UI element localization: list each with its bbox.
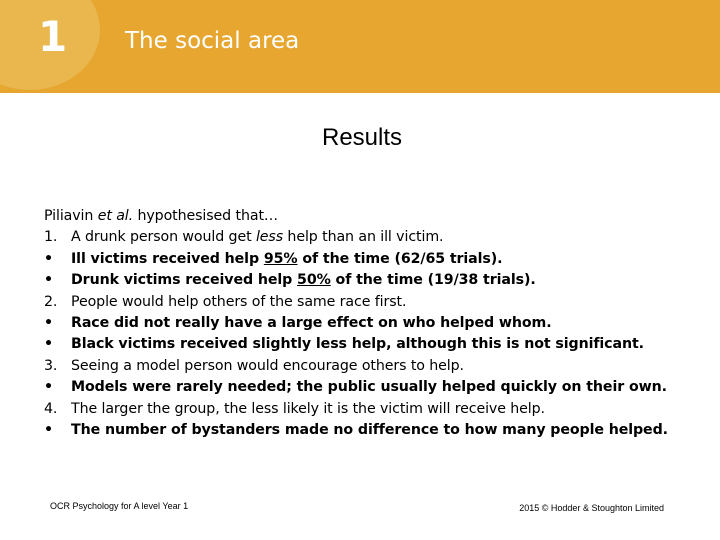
intro-prefix: Piliavin [44, 208, 98, 224]
bullet-ill-victims [44, 249, 714, 270]
bullet-race-effect [44, 313, 714, 334]
slide-header [0, 0, 720, 93]
point-3 [44, 356, 714, 377]
point-text [71, 249, 502, 270]
point-text: Race did not really have a large effect on who helped whom. [71, 315, 552, 332]
point-marker: 4. [44, 400, 58, 417]
bullet-bystanders [44, 420, 714, 441]
point-marker: 1. [44, 229, 58, 246]
point-text: Seeing a model person would encourage others to help. [71, 357, 464, 374]
bullet-drunk-victims [44, 270, 714, 291]
slide-title: Results [321, 124, 403, 151]
point-text-underline: 95% [263, 250, 298, 267]
bullet-marker: • [44, 315, 53, 332]
point-text-post: of the time (62/65 trials). [297, 250, 503, 267]
point-text-pre: Drunk victims received help [71, 272, 298, 289]
point-2 [44, 292, 714, 313]
chapter-number: 1 [38, 12, 68, 61]
point-text: People would help others of the same race first. [71, 293, 407, 310]
point-text [71, 227, 443, 248]
point-text-post: of the time (19/38 trials). [330, 272, 536, 289]
point-text-post: help than an ill victim. [283, 229, 444, 246]
intro-line [44, 206, 714, 227]
bullet-marker: • [44, 250, 53, 267]
footer-course: OCR Psychology for A level Year 1 [50, 501, 189, 511]
bullet-black-victims [44, 334, 714, 355]
point-marker: 3. [44, 357, 58, 374]
bullet-marker: • [44, 379, 53, 396]
point-4 [44, 399, 714, 420]
bullet-marker: • [44, 272, 53, 289]
point-marker: 2. [44, 293, 58, 310]
intro-italic: et al. [97, 208, 134, 224]
bullet-marker: • [44, 336, 53, 353]
point-text: Black victims received slightly less help, although this is not significant. [71, 336, 644, 353]
point-text: Models were rarely needed; the public usually helped quickly on their own. [71, 379, 667, 396]
footer-copyright: 2015 © Hodder & Stoughton Limited [519, 503, 664, 513]
point-text-italic: less [255, 229, 284, 246]
intro-suffix: hypothesised that… [133, 208, 278, 224]
slide-body [44, 206, 714, 441]
point-text-underline: 50% [297, 272, 331, 289]
bullet-marker: • [44, 422, 53, 439]
point-1 [44, 227, 714, 248]
chapter-title: The social area [125, 28, 300, 54]
intro-text [44, 206, 278, 227]
point-text [71, 270, 536, 291]
bullet-models [44, 377, 714, 398]
point-text-pre: A drunk person would get [71, 229, 256, 246]
point-text: The number of bystanders made no difference to how many people helped. [71, 422, 668, 439]
point-text: The larger the group, the less likely it is the victim will receive help. [71, 400, 545, 417]
point-text-pre: Ill victims received help [71, 250, 264, 267]
